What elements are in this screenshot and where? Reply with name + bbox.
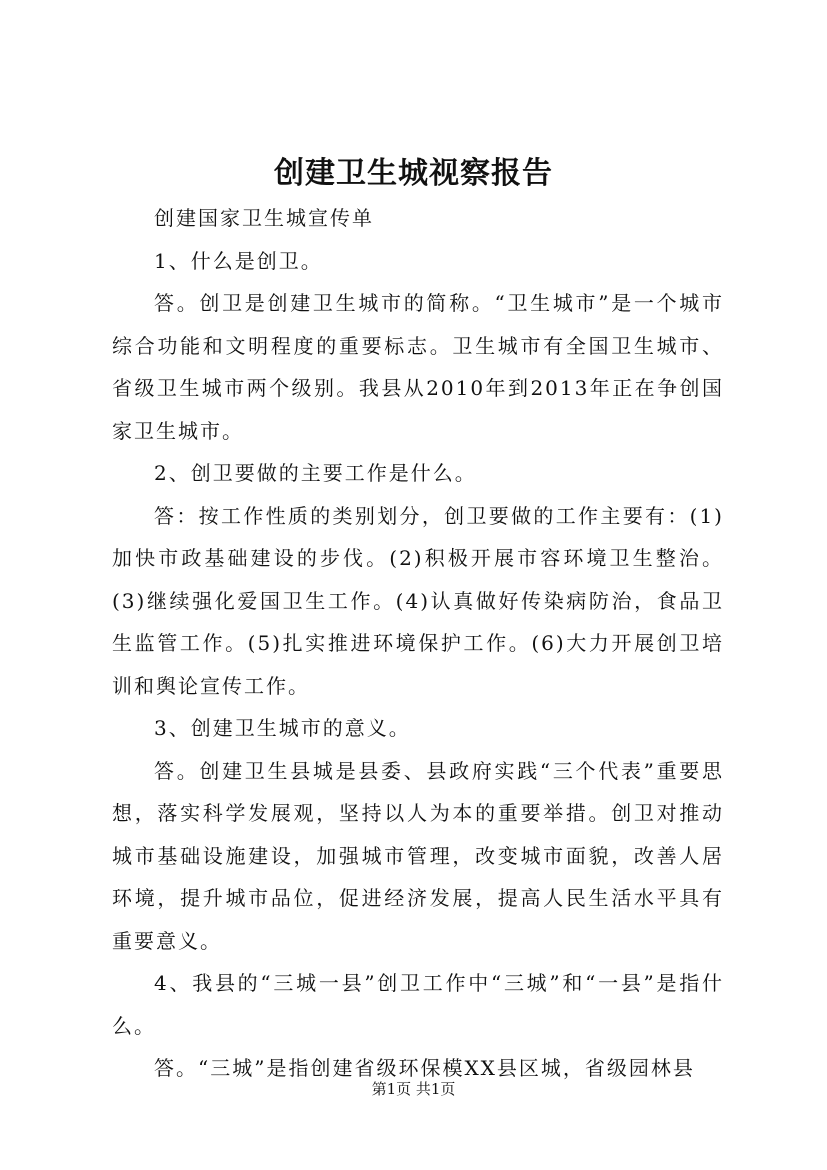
paragraph: 答。创卫是创建卫生城市的简称。“卫生城市”是一个城市综合功能和文明程度的重要标志。卫生城市有全国卫生城市、省级卫生城市两个级别。我县从2010年到2013年正在争创国家卫生城市。 xyxy=(112,291,724,443)
paragraph: 4、我县的“三城一县”创卫工作中“三城”和“一县”是指什么。 xyxy=(112,971,724,1038)
page-footer: 第1页 共1页 xyxy=(371,1080,456,1098)
paragraph: 答。创建卫生县城是县委、县政府实践“三个代表”重要思想，落实科学发展观，坚持以人为本的重要举措。创卫对推动城市基础设施建设，加强城市管理，改变城市面貌，改善人居环境，提升城市品位，促进经济发展，提高人民生活水平具有重要意义。 xyxy=(112,758,724,953)
paragraph: 答：按工作性质的类别划分，创卫要做的工作主要有：(1)加快市政基础建设的步伐。(2)积极开展市容环境卫生整治。(3)继续强化爱国卫生工作。(4)认真做好传染病防治，食品卫生监管工作。(5)扎实推进环境保护工作。(6)大力开展创卫培训和舆论宣传工作。 xyxy=(112,503,724,698)
document-body xyxy=(112,197,724,1090)
paragraph: 答。“三城”是指创建省级环保模XX县区城，省级园林县 xyxy=(154,1056,695,1080)
paragraph: 创建国家卫生城宣传单 xyxy=(154,206,374,230)
paragraph: 1、什么是创卫。 xyxy=(154,248,323,273)
paragraph: 2、创卫要做的主要工作是什么。 xyxy=(154,461,477,485)
paragraph: 3、创建卫生城市的意义。 xyxy=(154,716,411,740)
document-title: 创建卫生城视察报告 xyxy=(274,156,553,191)
